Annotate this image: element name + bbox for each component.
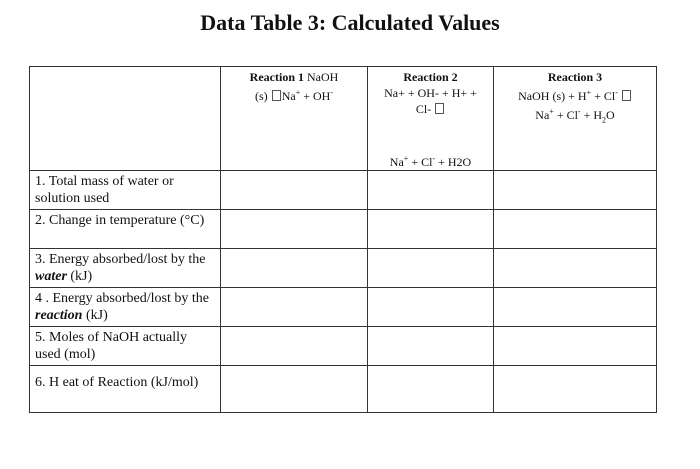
row-text: H eat of Reaction (kJ/mol) [49, 375, 199, 390]
reaction-1-eq-b: (s) [255, 89, 268, 103]
input-cell-r3-c3[interactable] [494, 249, 657, 288]
table-row [30, 288, 657, 327]
superscript: - [432, 154, 436, 163]
row-emphasis: water [35, 269, 67, 284]
page-title: Data Table 3: Calculated Values [200, 10, 500, 35]
reaction-3-eq-2b: + Cl [556, 108, 578, 122]
row-label-heat-of-reaction [30, 366, 221, 413]
row-emphasis: reaction [35, 308, 83, 323]
table-row [30, 171, 657, 210]
reaction-3-eq-2a: Na [535, 108, 550, 122]
reaction-2-eq-line1: Na+ + OH- + H+ + [384, 86, 477, 100]
reaction-2-label: Reaction 2 [403, 70, 458, 84]
row-label-moles [30, 327, 221, 366]
row-number: 3. [35, 252, 46, 267]
reaction-3-eq-1b: + Cl [594, 89, 616, 103]
input-cell-r2-c2[interactable] [368, 210, 494, 249]
input-cell-r2-c1[interactable] [221, 210, 368, 249]
input-cell-r1-c1[interactable] [221, 171, 368, 210]
input-cell-r1-c2[interactable] [368, 171, 494, 210]
reaction-1-eq-c: Na [281, 89, 296, 103]
header-reaction-2 [368, 67, 494, 171]
reaction-2-eq-line3c: + H2O [438, 155, 472, 169]
input-cell-r4-c1[interactable] [221, 288, 368, 327]
row-text: Energy absorbed/lost by the [52, 291, 209, 306]
input-cell-r6-c3[interactable] [494, 366, 657, 413]
superscript: - [615, 88, 618, 97]
input-cell-r5-c1[interactable] [221, 327, 368, 366]
table-row [30, 366, 657, 413]
input-cell-r6-c2[interactable] [368, 366, 494, 413]
header-reaction-3 [494, 67, 657, 171]
row-text: Change in temperature (°C) [49, 213, 205, 228]
row-label-energy-water [30, 249, 221, 288]
input-cell-r5-c3[interactable] [494, 327, 657, 366]
row-number: 5. [35, 330, 46, 345]
input-cell-r3-c2[interactable] [368, 249, 494, 288]
input-cell-r1-c3[interactable] [494, 171, 657, 210]
header-reaction-1 [221, 67, 368, 171]
row-number: 6. [35, 375, 46, 390]
superscript: - [577, 107, 581, 116]
reaction-2-eq-line3a: Na [389, 155, 404, 169]
header-empty-cell [30, 67, 221, 171]
row-number: 4 . [35, 291, 49, 306]
input-cell-r4-c2[interactable] [368, 288, 494, 327]
reaction-1-label: Reaction 1 [249, 70, 304, 84]
input-cell-r3-c1[interactable] [221, 249, 368, 288]
row-text: (kJ) [70, 269, 93, 284]
row-text: Energy absorbed/lost by the [49, 252, 206, 267]
reaction-3-eq-2d: O [606, 108, 615, 122]
table-row [30, 327, 657, 366]
input-cell-r5-c2[interactable] [368, 327, 494, 366]
input-cell-r4-c3[interactable] [494, 288, 657, 327]
superscript: + [295, 88, 301, 97]
reaction-1-eq-a: NaOH [307, 70, 339, 84]
row-label-temp-change [30, 210, 221, 249]
reaction-3-eq-2c: + H [583, 108, 603, 122]
row-number: 2. [35, 213, 46, 228]
row-label-mass [30, 171, 221, 210]
superscript: + [403, 154, 409, 163]
subscript: 2 [602, 115, 607, 125]
input-cell-r6-c1[interactable] [221, 366, 368, 413]
arrow-placeholder-icon [622, 90, 631, 101]
superscript: - [330, 88, 333, 97]
reaction-1-eq-d: + OH [303, 89, 331, 103]
row-text: Moles of NaOH actually used (mol) [35, 330, 188, 362]
table-row [30, 210, 657, 249]
reaction-3-label: Reaction 3 [547, 70, 603, 84]
data-table [29, 66, 657, 413]
arrow-placeholder-icon [272, 90, 281, 101]
row-text: (kJ) [85, 308, 108, 323]
reaction-2-eq-line2: Cl- [415, 102, 432, 116]
superscript: + [586, 88, 592, 97]
row-label-energy-reaction [30, 288, 221, 327]
arrow-placeholder-icon [435, 103, 444, 114]
reaction-3-eq-1a: NaOH (s) + H [518, 89, 587, 103]
reaction-2-eq-line3b: + Cl [411, 155, 433, 169]
row-number: 1. [35, 174, 46, 189]
table-row [30, 249, 657, 288]
header-row [30, 67, 657, 171]
input-cell-r2-c3[interactable] [494, 210, 657, 249]
row-text: Total mass of water or solution used [35, 174, 174, 206]
superscript: + [549, 107, 554, 116]
